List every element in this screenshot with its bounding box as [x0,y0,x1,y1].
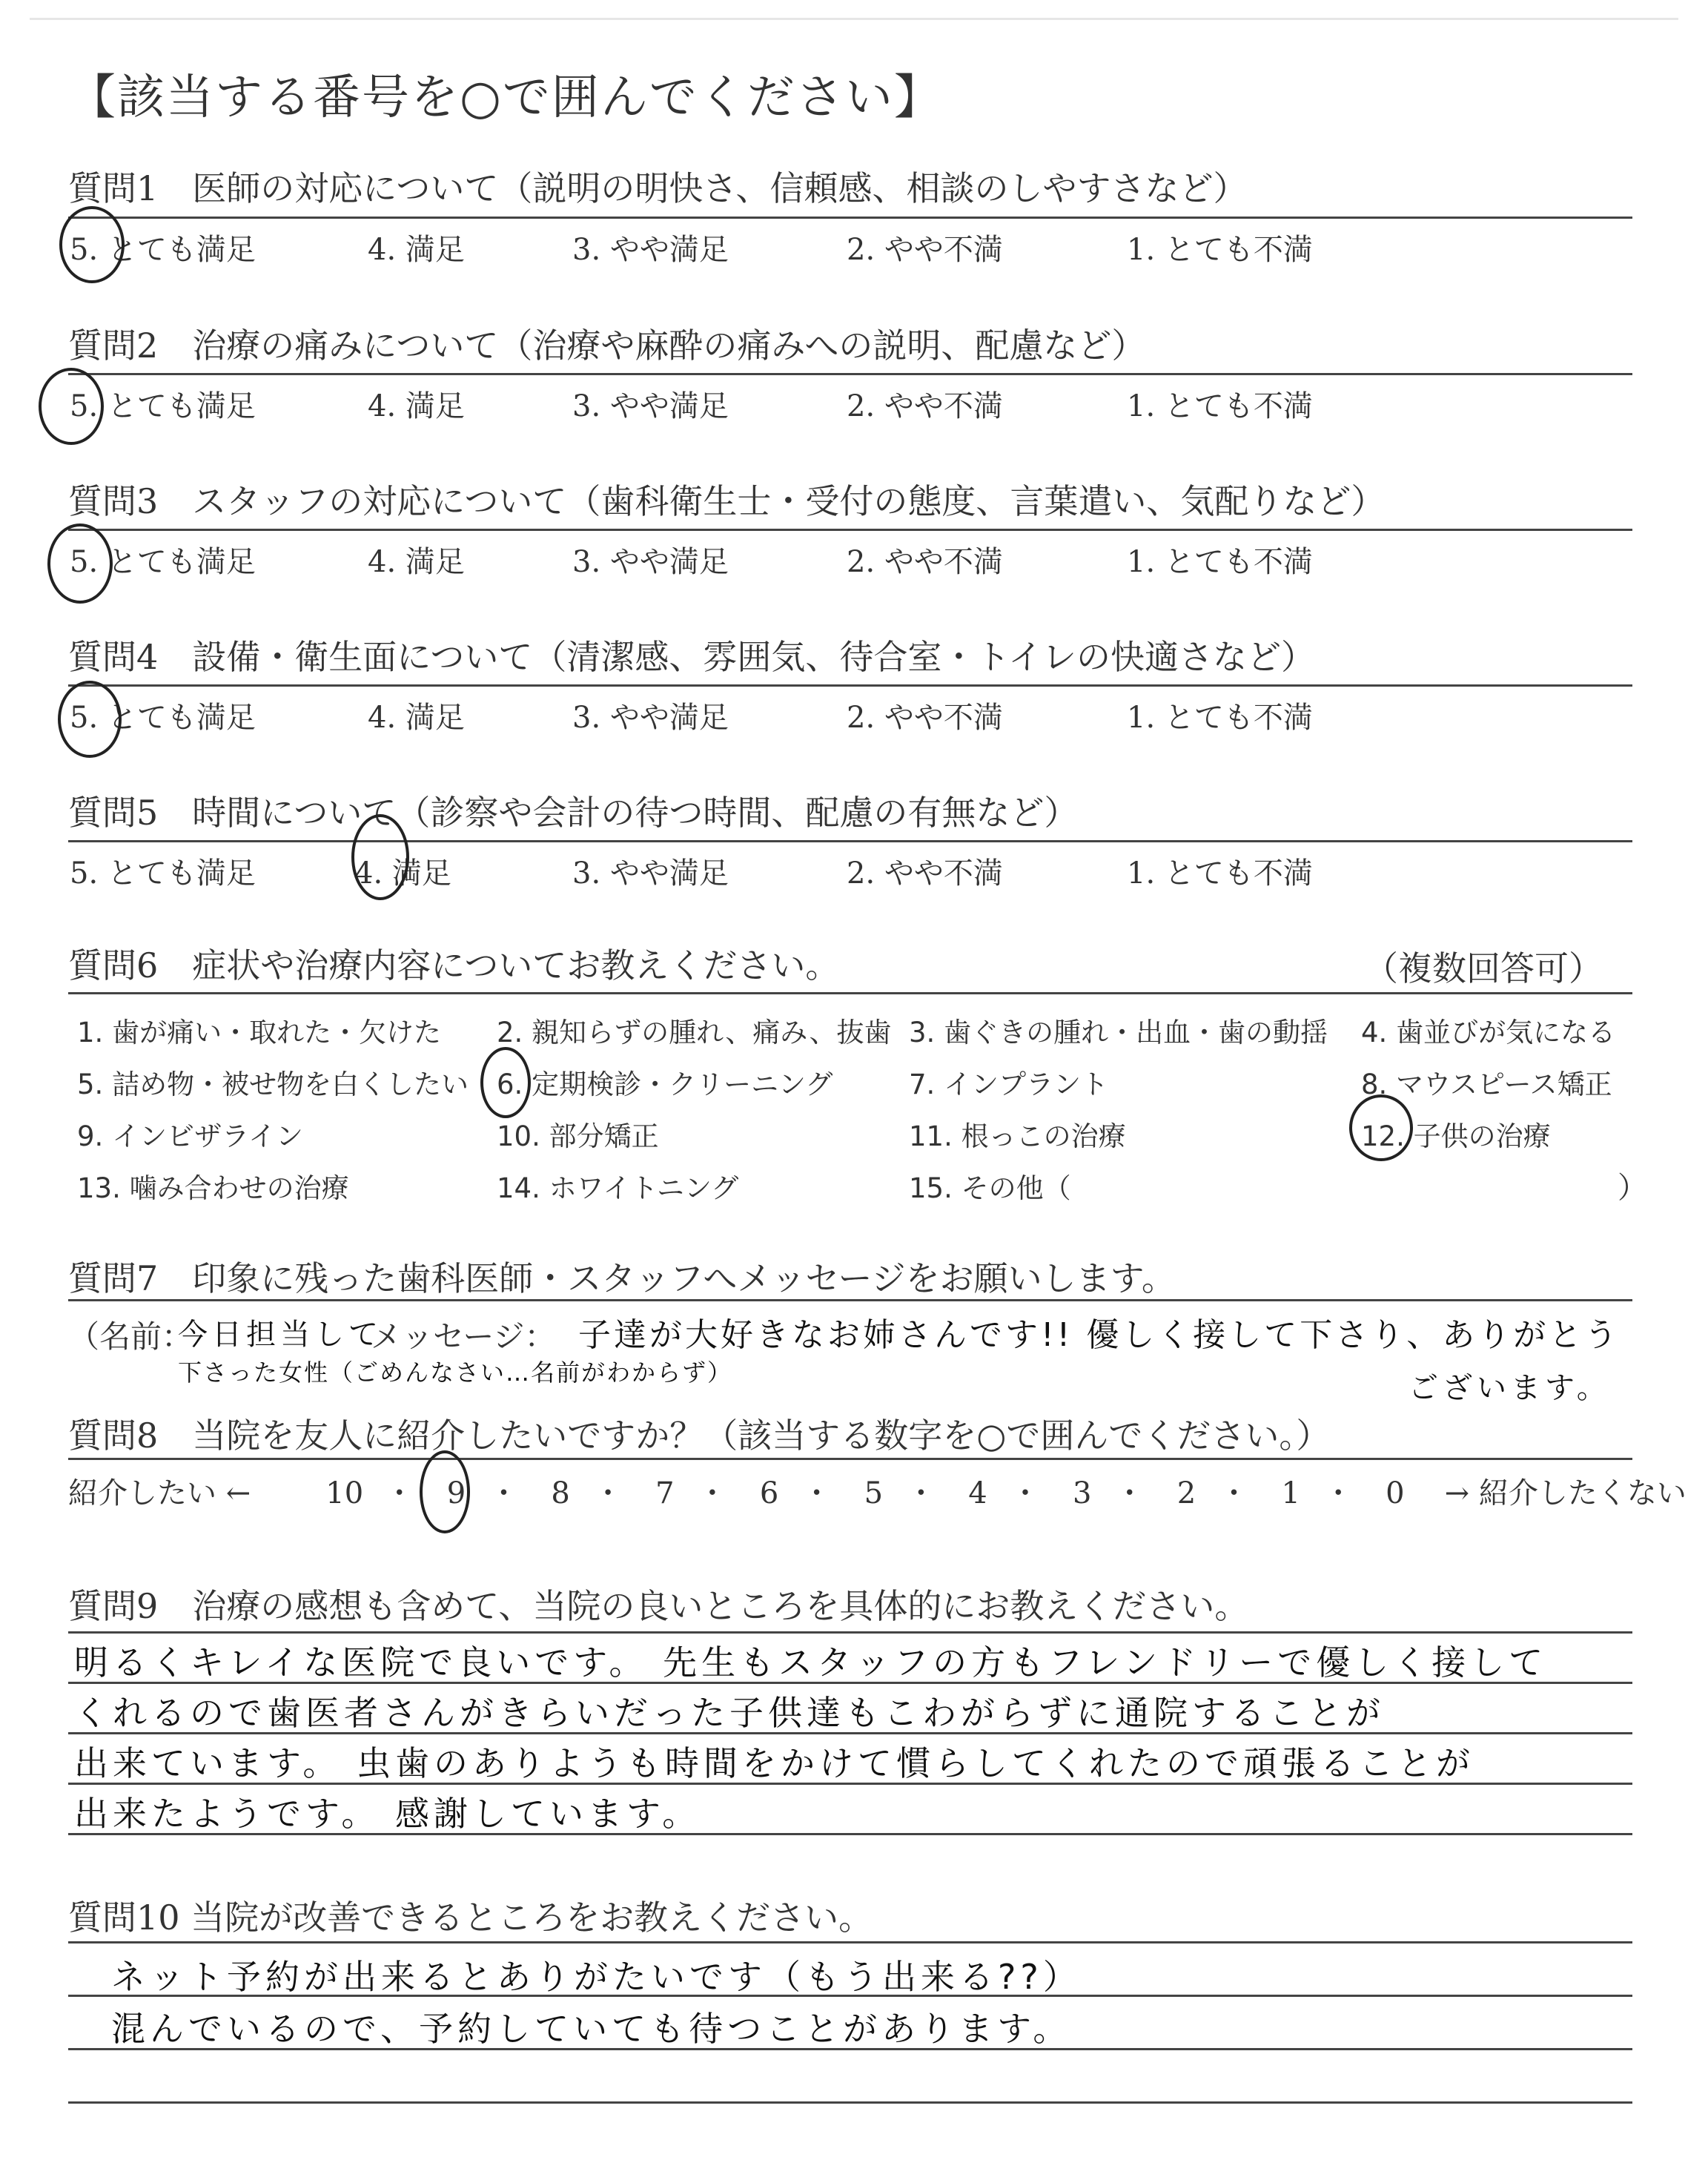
q8-scale-dot: ・ [697,1476,727,1510]
question-6-heading: 質問6 症状や治療内容についてお教えください。 [68,945,840,985]
question-2-heading: 質問2 治療の痛みについて（治療や麻酔の痛みへの説明、配慮など） [68,326,1146,366]
q1-option-4[interactable]: 4. 満足 [368,233,465,267]
q6-item-3[interactable]: 3. 歯ぐきの腫れ・出血・歯の動揺 [909,1017,1328,1048]
q6-item-8[interactable]: 8. マウスピース矯正 [1361,1069,1612,1100]
question-1-rule [68,217,1632,219]
q2-option-3[interactable]: 3. やや満足 [572,389,729,423]
q5-option-2[interactable]: 2. やや不満 [847,856,1003,891]
q9-answer-line-2: くれるので歯医者さんがきらいだった子供達もこわがらずに通院することが [74,1693,1385,1733]
q4-option-5[interactable]: 5. とても満足 [70,701,256,735]
q6-item-5[interactable]: 5. 詰め物・被せ物を白くしたい [77,1069,469,1100]
q3-option-3[interactable]: 3. やや満足 [572,545,729,579]
top-border [30,18,1678,20]
q8-scale-10[interactable]: 10 [325,1476,364,1510]
q2-option-1[interactable]: 1. とても不満 [1127,389,1313,423]
q6-item-9[interactable]: 9. インビザライン [77,1120,303,1152]
q6-item-4[interactable]: 4. 歯並びが気になる [1361,1017,1616,1048]
q4-option-2[interactable]: 2. やや不満 [847,701,1003,735]
question-2-rule [68,373,1632,375]
q8-scale-dot: ・ [801,1476,832,1510]
q8-scale [68,1470,1687,1512]
q2-option-2[interactable]: 2. やや不満 [847,389,1003,423]
question-4-rule [68,684,1632,687]
q7-name-prefix: （名前： [68,1318,193,1355]
question-5-rule [68,840,1632,842]
question-1-heading: 質問1 医師の対応について（説明の明快さ、信頼感、相談のしやすさなど） [68,168,1248,208]
question-9-heading: 質問9 治療の感想も含めて、当院の良いところを具体的にお教えください。 [68,1586,1249,1626]
q8-scale-dot: ・ [593,1476,623,1510]
q6-item-1[interactable]: 1. 歯が痛い・取れた・欠けた [77,1017,442,1048]
q9-rule-1 [68,1631,1632,1634]
q8-scale-left-label: 紹介したい ← [68,1476,251,1510]
q6-item-6[interactable]: 6. 定期検診・クリーニング [497,1069,833,1100]
q10-answer-line-1: ネット予約が出来るとありがたいです（もう出来る??） [111,1957,1082,1997]
q9-answer-line-4: 出来たようです。 感謝しています。 [74,1794,701,1834]
q8-scale-dot: ・ [384,1476,414,1510]
q8-scale-1[interactable]: 1 [1281,1476,1300,1510]
q9-answer-line-3: 出来ています。 虫歯のありようも時間をかけて慣らしてくれたので頑張ることが [74,1743,1474,1783]
q1-option-2[interactable]: 2. やや不満 [847,233,1003,267]
q2-option-5[interactable]: 5. とても満足 [70,389,256,423]
q7-name-handwritten-1: 今日担当して [178,1318,383,1352]
q6-other-close-paren: ） [1618,1171,1647,1205]
q1-option-1[interactable]: 1. とても不満 [1127,233,1313,267]
q1-option-5[interactable]: 5. とても満足 [70,233,256,267]
question-8-heading: 質問8 当院を友人に紹介したいですか？（該当する数字を○で囲んでください。） [68,1416,1331,1456]
q10-answer-line-2: 混んでいるので、予約していても待つことがあります。 [111,2009,1072,2049]
q8-scale-6[interactable]: 6 [759,1476,779,1510]
q3-option-1[interactable]: 1. とても不満 [1127,545,1313,579]
q6-item-2[interactable]: 2. 親知らずの腫れ、痛み、抜歯 [497,1017,892,1048]
question-10-heading: 質問10 当院が改善できるところをお教えください。 [68,1898,873,1938]
q6-item-15[interactable]: 15. その他（ [909,1172,1071,1204]
question-8-rule [68,1458,1632,1460]
q6-item-11[interactable]: 11. 根っこの治療 [909,1120,1126,1152]
q8-scale-2[interactable]: 2 [1176,1476,1196,1510]
q8-scale-dot: ・ [1219,1476,1249,1510]
q6-item-12[interactable]: 12. 子供の治療 [1361,1120,1551,1152]
q2-option-4[interactable]: 4. 満足 [368,389,465,423]
q8-scale-dot: ・ [489,1476,519,1510]
q7-message-handwritten-1: 子達が大好きなお姉さんです!! 優しく接して下さり、ありがとう [578,1316,1621,1354]
q5-option-1[interactable]: 1. とても不満 [1127,856,1313,891]
q6-item-10[interactable]: 10. 部分矯正 [497,1120,659,1152]
q6-item-7[interactable]: 7. インプラント [909,1069,1109,1100]
q8-scale-5[interactable]: 5 [864,1476,884,1510]
q8-scale-4[interactable]: 4 [968,1476,987,1510]
q4-option-3[interactable]: 3. やや満足 [572,701,729,735]
q5-option-5[interactable]: 5. とても満足 [70,856,256,891]
q8-scale-9[interactable]: 9 [446,1476,466,1510]
q3-option-5[interactable]: 5. とても満足 [70,545,256,579]
q5-option-3[interactable]: 3. やや満足 [572,856,729,891]
q1-option-3[interactable]: 3. やや満足 [572,233,729,267]
question-5-heading: 質問5 時間について（診察や会計の待つ時間、配慮の有無など） [68,793,1079,833]
q5-option-4[interactable]: 4. 満足 [354,856,451,891]
q7-message-prefix: メッセージ： [371,1318,556,1355]
q7-name-handwritten-2: 下さった女性（ごめんなさい…名前がわからず） [178,1358,733,1387]
q8-scale-8[interactable]: 8 [551,1476,570,1510]
question-6-rule [68,992,1632,994]
q4-option-4[interactable]: 4. 満足 [368,701,465,735]
question-7-rule [68,1299,1632,1301]
q4-option-1[interactable]: 1. とても不満 [1127,701,1313,735]
q8-scale-7[interactable]: 7 [655,1476,675,1510]
q8-scale-0[interactable]: 0 [1386,1476,1405,1510]
q8-scale-dot: ・ [1114,1476,1145,1510]
q8-scale-right-label: → 紹介したくない [1444,1476,1687,1510]
q6-item-14[interactable]: 14. ホワイトニング [497,1172,739,1204]
q8-scale-dot: ・ [1323,1476,1354,1510]
q10-rule-4 [68,2101,1632,2104]
question-7-heading: 質問7 印象に残った歯科医師・スタッフへメッセージをお願いします。 [68,1258,1176,1298]
q8-scale-dot: ・ [1010,1476,1041,1510]
question-6-note: （複数回答可） [1364,948,1603,988]
q3-option-2[interactable]: 2. やや不満 [847,545,1003,579]
page-title: 【該当する番号を○で囲んでください】 [68,70,943,125]
q7-message-handwritten-2: ございます。 [1409,1371,1611,1405]
q6-item-13[interactable]: 13. 噛み合わせの治療 [77,1172,349,1204]
q8-scale-dot: ・ [906,1476,936,1510]
question-3-rule [68,529,1632,531]
q3-option-4[interactable]: 4. 満足 [368,545,465,579]
q10-rule-1 [68,1941,1632,1943]
q9-answer-line-1: 明るくキレイな医院で良いです。 先生もスタッフの方もフレンドリーで優しく接して [74,1642,1548,1682]
q8-scale-3[interactable]: 3 [1073,1476,1092,1510]
question-4-heading: 質問4 設備・衛生面について（清潔感、雰囲気、待合室・トイレの快適さなど） [68,637,1316,677]
question-3-heading: 質問3 スタッフの対応について（歯科衛生士・受付の態度、言葉遣い、気配りなど） [68,481,1386,521]
